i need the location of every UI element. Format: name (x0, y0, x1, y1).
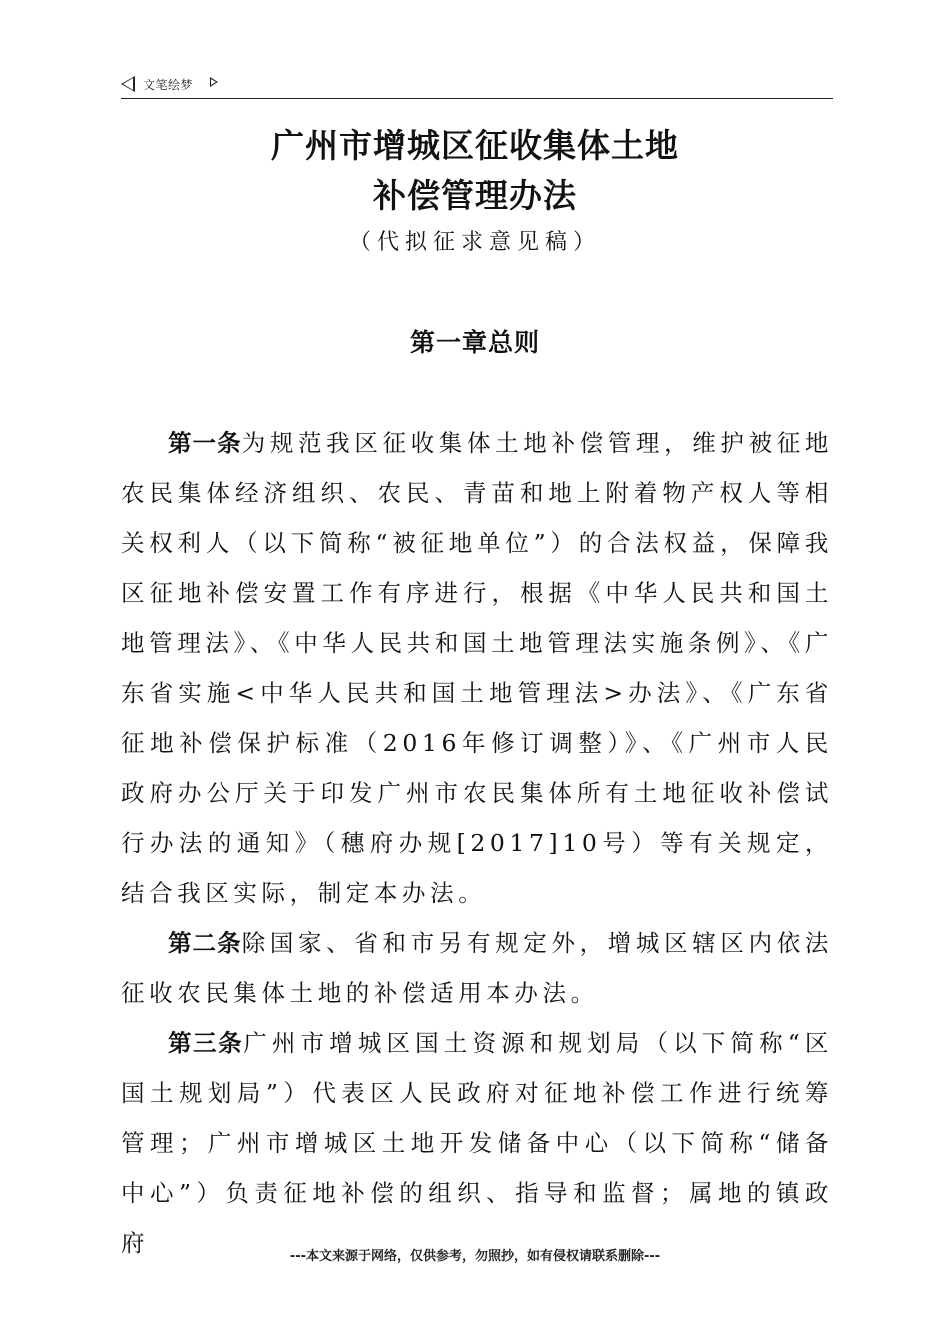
page-footer-disclaimer: ---本文来源于网络，仅供参考，勿照抄，如有侵权请联系删除--- (289, 1249, 661, 1264)
article-text: 除国家、省和市另有规定外，增城区辖区内依法征收农民集体土地的补偿适用本办法。 (121, 929, 833, 1007)
article-label: 第三条 (168, 1029, 244, 1057)
document-title-line-1: 广州市增城区征收集体土地 (271, 126, 679, 165)
document-title-line-2: 补偿管理办法 (373, 176, 577, 215)
page-header (121, 74, 833, 99)
article-paragraph (121, 918, 833, 1018)
triangle-left-icon (121, 76, 135, 92)
article-paragraph (121, 1018, 833, 1268)
document-subtitle: （代拟征求意见稿） (348, 230, 601, 255)
triangle-right-icon (210, 77, 218, 87)
article-label: 第一条 (168, 429, 242, 457)
chapter-heading: 第一章总则 (409, 328, 540, 357)
article-text: 为规范我区征收集体土地补偿管理，维护被征地农民集体经济组织、农民、青苗和地上附着物产权人等相关权利人（以下简称“被征地单位”）的合法权益，保障我区征地补偿安置工作有序进行，根据《中华人民共和国土地管理法》、《中华人民共和国土地管理法实施条例》、《广东省实施<中华人民共和国土地管理法>办法》、《广东省征地补偿保护标准（2016年修订调整）》、《广州市人民政府办公厅关于印发广州市农民集体所有土地征收补偿试行办法的通知》（穗府办规[2017]10号）等有关规定，结合我区实际，制定本办法。 (121, 429, 833, 907)
article-paragraph (121, 418, 833, 918)
document-body (121, 418, 833, 1268)
header-text: 文笔绘梦 (143, 78, 194, 92)
article-text: 广州市增城区国土资源和规划局（以下简称“区国土规划局”）代表区人民政府对征地补偿工作进行统筹管理；广州市增城区土地开发储备中心（以下简称“储备中心”）负责征地补偿的组织、指导和监督；属地的镇政府 (121, 1029, 833, 1257)
article-label: 第二条 (168, 929, 242, 957)
